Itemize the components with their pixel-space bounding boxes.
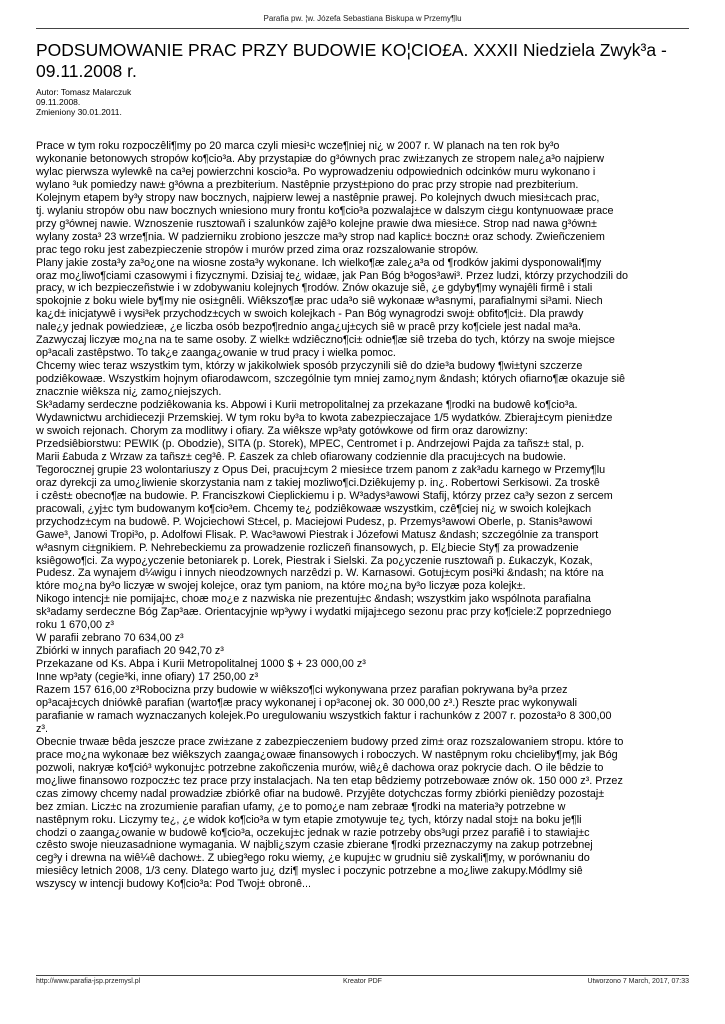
- body-line: przy g³ównej nawie. Wznoszenie rusztowañ i szalunków zajê³o kolejne prawie dwa miesi±ce. Strop nad nawa g³ówn±: [36, 217, 597, 230]
- footer-divider: [36, 975, 689, 976]
- body-line: roku 1 670,00 z³: [36, 619, 115, 632]
- body-line: Prace w tym roku rozpoczêli¶my po 20 marca czyli miesi¹c wcze¶niej ni¿ w 2007 r. W planach na ten rok by³o: [36, 140, 560, 152]
- body-line: Sk³adamy serdeczne podziêkowania ks. Abpowi i Kurii metropolitalnej za przekazane ¶rodki na budowê ko¶cio³a.: [36, 399, 578, 412]
- body-line: Pudesz. Za wynajem d¼wigu i innych nieodzownych narzêdzi p. W. Karnasowi. Gotuj±cym posi³ki &ndash; na które na: [36, 567, 604, 580]
- body-line: Chcemy wiec teraz wszystkim tym, którzy w jakikolwiek sposób przyczynili siê do dzie³a budowy ¶wi±tyni szczerze: [36, 360, 583, 373]
- author-line: Autor: Tomasz Malarczuk: [36, 87, 132, 97]
- body-line: Obecnie trwaæ bêda jeszcze prace zwi±zane z zabezpieczeniem budowy przed zim± oraz rozszalowaniem stropu. które to: [36, 735, 624, 748]
- footer-url: http://www.parafia-jsp.przemysl.pl: [36, 978, 141, 985]
- body-line: sk³adamy serdeczne Bóg Zap³aæ. Orientacyjnie wp³ywy i wydatki mijaj±cego sezonu prac przy ko¶ciele:Z poprzedniego: [36, 606, 612, 619]
- body-line: przychodz±cym na budowê. P. Wojciechowi St±cel, p. Maciejowi Pudesz, p. Przemys³awowi Oberle, p. Stanis³awowi: [36, 515, 593, 528]
- body-line: oraz dyrekcji za umo¿liwienie skorzystania nam z takiej mozliwo¶ci.Dziêkujemy p. in¿. Robertowi Serkisowi. Za troskê: [36, 476, 600, 489]
- body-line: wylany zosta³ 23 wrze¶nia. W padzierniku zrobiono jeszcze ma³y strop nad kaplic± boczn± oraz schody. Zwieñczeniem: [36, 230, 605, 243]
- body-line: Marii £abuda z Wrzaw za tañsz± ceg³ê. P. £aszek za chleb ofiarowany codziennie dla pracuj±cych na budowie.: [36, 450, 566, 463]
- body-line: Przekazane od Ks. Abpa i Kurii Metropolitalnej 1000 $ + 23 000,00 z³: [36, 658, 366, 671]
- body-line: prace mo¿na wykonaæ bez wiêkszych zaanga¿owaæ finansowych i roboczych. W nastêpnym roku chcieliby¶my, jak Bóg: [36, 748, 618, 761]
- body-line: pracowali, ¿yj±c tym budowanym ko¶cio³em. Chcemy te¿ podziêkowaæ wszystkim, czê¶ciej ni¿ w swoich kolejkach: [36, 502, 592, 515]
- running-header: Parafia pw. ¦w. Józefa Sebastiana Biskupa w Przemy¶lu: [263, 14, 462, 23]
- body-line: Wydawnictwu archidiecezji Przemskiej. W tym roku by³a to kwota zabezpieczajace 1/5 wydatków. Zbieraj±cym pieni±dze: [36, 412, 613, 425]
- body-line: pozwoli, nakryæ ko¶ció³ wykonuj±c potrzebne zakoñczenia murów, wiê¿ê dachowa oraz pokrycie dach. O ile bêdzie to: [36, 761, 604, 774]
- body-line: Zbiórki w innych parafiach 20 942,70 z³: [36, 645, 224, 658]
- body-line: wszyscy w intencji budowy Ko¶cio³a: Pod Twoj± obronê...: [36, 878, 311, 891]
- footer-created: Utworzono 7 March, 2017, 07:33: [587, 978, 689, 985]
- body-line: spokojnie z boku wiele by¶my nie osi±gnêli. Wiêkszo¶æ prac uda³o siê wykonaæ w³asnymi, parafialnymi si³ami. Niech: [36, 295, 603, 308]
- body-line: znacznie wiêksza ni¿ zamo¿niejszych.: [36, 386, 222, 399]
- body-line: prac tego roku jest zabezpieczenie stropów i murów przed zima oraz rozszalowanie stropów.: [36, 243, 479, 256]
- body-line: oraz mo¿liwo¶ciami czasowymi i fizycznymi. Dzisiaj te¿ widaæ, jak Pan Bóg b³ogos³awi³. Przez ludzi, którzy przychodzili do: [36, 269, 629, 282]
- body-line: tj. wylaniu stropów obu naw bocznych wniesiono mury frontu ko¶cio³a pozwalaj±ce w dalszym ci±gu kontynuowaæ prace: [36, 204, 614, 217]
- body-line: W parafii zebrano 70 634,00 z³: [36, 632, 184, 645]
- body-line: Nikogo intencj± nie pomijaj±c, choæ mo¿e z nazwiska nie prezentuj±c &ndash; wszystkim jako wspólnota parafialna: [36, 593, 591, 606]
- body-line: nale¿y jednak powiedzieæ, ¿e liczba osób bezpo¶rednio anga¿uj±cych siê w pracê przy ko¶ciele jest nadal ma³a.: [36, 321, 582, 334]
- body-line: Przedsiêbiorstwu: PEWIK (p. Obodzie), SITA (p. Storek), MPEC, Centromet i p. Andrzejowi Pajda za tañsz± stal, p.: [36, 437, 585, 450]
- header-divider: [36, 28, 689, 29]
- body-line: wykonanie betonowych stropów ko¶cio³a. Aby przystapiæ do g³ównych prac zwi±zanych ze stropem nale¿a³o najpierw: [36, 152, 605, 165]
- article-title: PODSUMOWANIE PRAC PRZY BUDOWIE KO¦CIO£A. XXXII Niedziela Zwyk³a - 09.11.2008 r.: [36, 40, 667, 81]
- body-line: Inne wp³aty (cegie³ki, inne ofiary) 17 250,00 z³: [36, 671, 259, 684]
- modified-line: Zmieniony 30.01.2011.: [36, 107, 122, 117]
- body-line: Tegorocznej grupie 23 wolontariuszy z Opus Dei, pracuj±cym 2 miesi±ce trzem panom z zak³adu karnego w Przemy¶lu: [36, 463, 606, 476]
- body-line: Kolejnym etapem by³y stropy naw bocznych, najpierw lewej a nastêpnie prawej. Po kolejnych dwuch miesi±cach prac,: [36, 191, 600, 204]
- body-line: czêsto swoje nieuzasadnione wymagania. W najbli¿szym czasie zbierane ¶rodki przeznaczymy na zakup potrzebnej: [36, 839, 593, 852]
- body-line: ksiêgowo¶ci. Za wypo¿yczenie betoniarek p. Lorek, Piestrak i Sielski. Za po¿yczenie rusztowañ p. £ukaczyk, Kozak,: [36, 554, 593, 567]
- body-line: parafianie w ramach wyznaczanych kolejek.Po uregulowaniu wszystkich faktur i rachunków z 2007 r. pozosta³o 8 300,00: [36, 709, 612, 722]
- article-body: [36, 140, 696, 891]
- body-line: mo¿liwe finansowo rozpocz±c tez prace przy instalacjach. Na ten etap bêdziemy potrzebowaæ znów ok. 150 000 z³. Przez: [36, 774, 623, 787]
- body-line: podziêkowaæ. Wszystkim hojnym ofiarodawcom, szczególnie tym mniej zamo¿nym &ndash; których ofiarno¶æ okazuje siê: [36, 373, 626, 386]
- body-line: bez zmian. Licz±c na zrozumienie parafian ufamy, ¿e to pomo¿e nam zebraæ ¶rodki na materia³y potrzebne w: [36, 800, 566, 813]
- body-line: chodzi o zaanga¿owanie w budowê ko¶cio³a, oczekuj±c jednak w razie potrzeby obs³ugi przez parafiê i to stawiaj±c: [36, 826, 590, 839]
- body-line: wylano ³uk pomiedzy naw± g³ówna a prezbiterium. Nastêpnie przyst±piono do prac przy stropie nad prezbiterium.: [36, 178, 579, 191]
- body-line: pracy, w ich bezpieczeñstwie i w zdobywaniu kolejnych ¶rodów. Znów okazuje siê, ¿e gdyby¶my wynajêli firmê i stali: [36, 282, 593, 295]
- body-line: czas zimowy chcemy nadal prowadziæ zbiórkê ofiar na budowê. Przyjête dotychczas formy zbiórki pieniêdzy pozostaj±: [36, 787, 605, 800]
- body-line: Razem 157 616,00 z³Robocizna przy budowie w wiêkszo¶ci wykonywana przez parafian pokrywana by³a przez: [36, 684, 568, 697]
- body-line: nastêpnym roku. Liczymy te¿, ¿e widok ko¶cio³a w tym etapie zmotywuje te¿ tych, którzy nadal stoj± na boku je¶li: [36, 813, 582, 826]
- body-line: op³acali zastêpstwo. To tak¿e zaanga¿owanie w trud pracy i wielka pomoc.: [36, 347, 396, 360]
- body-line: z³.: [36, 722, 48, 735]
- body-line: ka¿d± inicjatywê i wysi³ek przychodz±cych w swoich kolejkach - Pan Bóg wynagrodzi swoj± obfito¶ci±. Dla prawdy: [36, 308, 584, 321]
- footer-generator: Kreator PDF: [343, 978, 382, 985]
- body-line: które mo¿na by³o liczyæ w swojej kolejce, oraz tym paniom, na które mo¿na by³o liczyæ poza kolejk±.: [36, 580, 526, 593]
- body-line: Gawe³, Janowi Tropi³o, p. Adolfowi Flisak. P. Wac³awowi Piestrak i Józefowi Matusz &ndash; szczególnie za transport: [36, 528, 599, 541]
- body-line: op³acaj±cych dniówkê parafian (warto¶æ pracy wykonanej i op³aconej ok. 30 000,00 z³.) Reszte prac wykonywali: [36, 696, 578, 709]
- body-line: miesiêcy letnich 2008, 1/3 ceny. Dlatego warto ju¿ dzi¶ myslec i poczynic potrzebne a mo¿liwe zakupy.Módlmy siê: [36, 865, 583, 878]
- body-line: w³asnym ci±gnikiem. P. Nehrebeckiemu za prowadzenie rozliczeñ finansowych, p. El¿biecie Sty¶ za prowadzenie: [36, 541, 579, 554]
- body-line: Zazwyczaj liczyæ mo¿na na te same osoby. Z wielk± wdziêczno¶ci± odnie¶æ siê trzeba do tych, którzy na swoje miejsce: [36, 334, 615, 347]
- date-line: 09.11.2008.: [36, 97, 81, 107]
- body-line: Plany jakie zosta³y za³o¿one na wiosne zosta³y wykonane. Ich wielko¶æ zale¿a³a od ¶rodków jakimi dysponowali¶my: [36, 256, 602, 269]
- body-line: w swoich rejonach. Chorym za modlitwy i ofiary. Za wiêksze wp³aty gotówkowe od firm oraz darowizny:: [36, 424, 528, 437]
- body-line: i czêst± obecno¶æ na budowie. P. Franciszkowi Cieplickiemu i p. W³adys³awowi Stafij, którzy przez ca³y sezon z sercem: [36, 489, 613, 502]
- body-line: wylac pierwsza wylewkê na ca³ej powierzchni koscio³a. Po wyprowadzeniu odpowiednich odcinków muru wykonano i: [36, 165, 596, 178]
- article-meta: [36, 87, 131, 117]
- body-line: ceg³y i drewna na wiê¼ê dachow±. Z ubieg³ego roku wiemy, ¿e kupuj±c w grudniu siê zyskali¶my, w porównaniu do: [36, 852, 590, 865]
